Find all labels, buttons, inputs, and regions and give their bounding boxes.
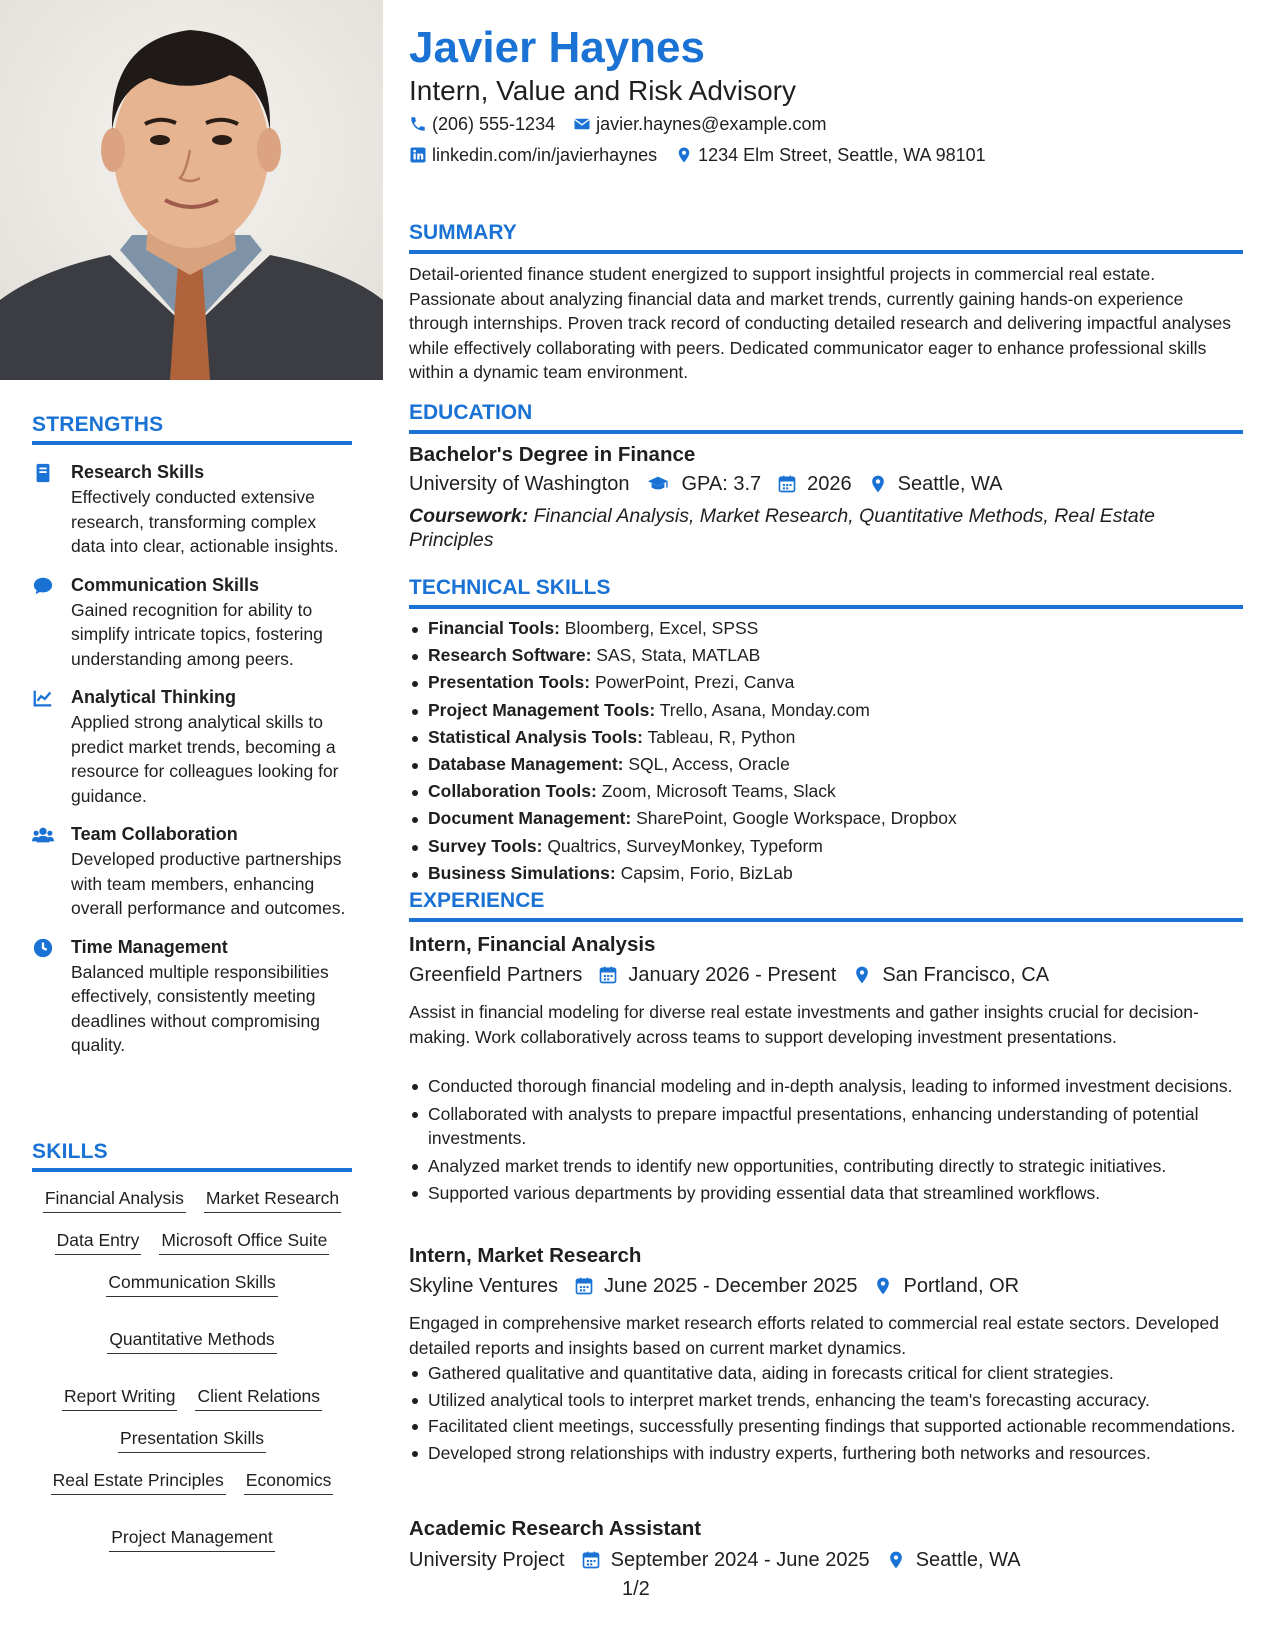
strength-title: Team Collaboration [71, 824, 238, 844]
strength-description: Balanced multiple responsibilities effectively, consistently meeting deadlines without compromising quality. [71, 961, 329, 1055]
list-item: Supported various departments by providing essential data that streamlined workflows. [428, 1181, 1262, 1206]
strength-description: Effectively conducted extensive research, transforming complex data into clear, actionable insights. [71, 487, 339, 556]
list-item [428, 751, 1262, 778]
strengths-list [32, 460, 352, 1072]
skill-tag: Market Research [204, 1186, 341, 1213]
skill-values: Qualtrics, SurveyMonkey, Typeform [547, 835, 823, 856]
strength-title: Time Management [71, 936, 228, 957]
graduation-year: 2026 [807, 473, 852, 495]
job-bullets [409, 1074, 1262, 1206]
envelope-icon [573, 115, 591, 133]
portrait-image [0, 0, 383, 380]
skill-tag: Report Writing [62, 1384, 178, 1411]
list-item [428, 669, 1262, 696]
phone-contact [409, 112, 555, 136]
skill-tag: Quantitative Methods [107, 1327, 276, 1354]
phone-number[interactable]: (206) 555-1234 [432, 114, 556, 134]
experience-heading: EXPERIENCE [409, 888, 1243, 922]
skill-category: Collaboration Tools: [428, 781, 597, 802]
linkedin-url[interactable]: linkedin.com/in/javierhaynes [432, 145, 658, 165]
list-item: Analyzed market trends to identify new opportunities, contributing directly to strategic initiatives. [428, 1154, 1262, 1179]
chat-bubble-icon [32, 575, 54, 597]
summary-text: Detail-oriented finance student energized to support insightful projects in commercial real estate. Passionate about analyzing financial data and market trends, currently gaining hands-on experience through internships. Proven track record of conducting detailed research and delivering impactful analyses while effectively collaborating with peers. Dedicated communicator eager to enhance professional skills within a dynamic team environment. [409, 264, 1231, 382]
job-dates: June 2025 - December 2025 [603, 1275, 858, 1297]
job-title: Intern, Market Research [409, 1244, 642, 1267]
skill-values: SQL, Access, Oracle [628, 754, 790, 775]
strength-item [32, 685, 352, 808]
list-item: Facilitated client meetings, successfully presenting findings that supported actionable recommendations. [428, 1414, 1262, 1439]
location-item [852, 962, 1049, 988]
strength-title: Research Skills [71, 462, 205, 482]
strength-item [32, 460, 352, 559]
strengths-heading: STRENGTHS [32, 413, 352, 445]
location-item [868, 471, 1003, 497]
job-location: Portland, OR [903, 1275, 1020, 1297]
skill-category: Presentation Tools: [428, 672, 591, 693]
skill-category: Project Management Tools: [428, 699, 656, 720]
skill-values: Tableau, R, Python [647, 726, 796, 747]
coursework-label: Coursework: [409, 505, 529, 527]
strength-item [32, 935, 352, 1058]
education-heading: EDUCATION [409, 400, 1243, 434]
skill-tag: Project Management [109, 1525, 274, 1552]
strength-description: Gained recognition for ability to simplify intricate topics, fostering understanding among peers. [71, 599, 323, 669]
email-address[interactable]: javier.haynes@example.com [596, 114, 827, 134]
graduation-cap-icon [645, 473, 671, 495]
summary-heading: SUMMARY [409, 220, 1243, 254]
person-name: Javier Haynes [409, 23, 705, 72]
line-chart-icon [32, 687, 54, 709]
skill-values: PowerPoint, Prezi, Canva [594, 672, 795, 693]
company-name: Greenfield Partners [409, 964, 583, 986]
list-item: Developed strong relationships with industry experts, furthering both networks and resources. [428, 1441, 1262, 1466]
company-name: University Project [409, 1549, 565, 1571]
calendar-icon [598, 965, 618, 985]
coursework [409, 504, 1199, 552]
degree-title: Bachelor's Degree in Finance [409, 443, 696, 466]
list-item: Utilized analytical tools to interpret market trends, enhancing the team's forecasting accuracy. [428, 1388, 1262, 1413]
address-contact [675, 143, 986, 167]
skill-category: Survey Tools: [428, 835, 543, 856]
gpa-item [645, 471, 761, 497]
education-meta [409, 471, 1019, 497]
skill-values: Bloomberg, Excel, SPSS [564, 618, 759, 638]
profile-photo [0, 0, 383, 380]
skill-tag: Economics [244, 1468, 334, 1495]
strength-description: Developed productive partnerships with team members, enhancing overall performance and outcomes. [71, 849, 346, 918]
skill-values: Capsim, Forio, BizLab [620, 862, 793, 883]
job-title: Intern, Value and Risk Advisory [409, 75, 797, 106]
calendar-icon [574, 1276, 594, 1296]
location-pin-icon [873, 1276, 893, 1296]
list-item [428, 697, 1262, 724]
skill-tag: Client Relations [195, 1384, 322, 1411]
calendar-icon [777, 474, 797, 494]
page-number: 1/2 [622, 1578, 650, 1600]
email-contact [573, 112, 826, 136]
list-item: Gathered qualitative and quantitative data, aiding in forecasts critical for client strategies. [428, 1361, 1262, 1386]
year-item [777, 471, 852, 497]
coursework-list: Financial Analysis, Market Research, Quantitative Methods, Real Estate Principles [409, 505, 1156, 551]
school-name: University of Washington [409, 473, 630, 495]
date-item [581, 1547, 870, 1573]
job-location: San Francisco, CA [882, 964, 1050, 986]
job-title: Academic Research Assistant [409, 1517, 702, 1540]
technical-skills-list [409, 615, 1262, 887]
linkedin-icon [409, 146, 427, 164]
skill-tag: Real Estate Principles [51, 1468, 226, 1495]
contact-row-2 [409, 143, 1004, 167]
skill-category: Business Simulations: [428, 862, 616, 883]
job-meta [409, 1273, 1035, 1299]
clock-icon [32, 937, 54, 959]
location-pin-icon [886, 1550, 906, 1570]
skill-values: SAS, Stata, MATLAB [596, 645, 761, 666]
skill-values: Zoom, Microsoft Teams, Slack [601, 781, 836, 802]
book-icon [32, 462, 54, 484]
skills-list [28, 1186, 356, 1552]
job-dates: January 2026 - Present [628, 964, 837, 986]
list-item [428, 724, 1262, 751]
skills-heading: SKILLS [32, 1140, 352, 1172]
list-item [428, 833, 1262, 860]
job-bullets [409, 1361, 1262, 1465]
skill-category: Statistical Analysis Tools: [428, 726, 643, 747]
location-pin-icon [675, 146, 693, 164]
job-location: Seattle, WA [915, 1549, 1021, 1571]
list-item [428, 805, 1262, 832]
skill-category: Database Management: [428, 754, 624, 775]
skill-tag: Data Entry [55, 1228, 142, 1255]
job-description: Engaged in comprehensive market research efforts related to commercial real estate sectors. Developed detailed reports and insights based on current market dynamics. [409, 1313, 1219, 1358]
list-item: Collaborated with analysts to prepare impactful presentations, enhancing understanding of potential investments. [428, 1102, 1262, 1151]
location-pin-icon [852, 965, 872, 985]
technical-skills-heading: TECHNICAL SKILLS [409, 575, 1243, 609]
street-address: 1234 Elm Street, Seattle, WA 98101 [698, 145, 986, 165]
skill-tag: Presentation Skills [118, 1426, 266, 1453]
school-location: Seattle, WA [897, 473, 1003, 495]
left-column [0, 0, 383, 1650]
strength-title: Analytical Thinking [71, 687, 237, 707]
list-item: Conducted thorough financial modeling and in-depth analysis, leading to informed investment decisions. [428, 1074, 1262, 1099]
job-description: Assist in financial modeling for diverse real estate investments and gather insights crucial for decision-making. Work collaboratively across teams to support developing investment presentations. [409, 1002, 1199, 1047]
job-dates: September 2024 - June 2025 [610, 1549, 870, 1571]
skill-tag: Financial Analysis [43, 1186, 186, 1213]
job-meta [409, 1547, 1037, 1573]
company-name: Skyline Ventures [409, 1275, 558, 1297]
gpa-value: GPA: 3.7 [681, 473, 762, 495]
location-pin-icon [868, 474, 888, 494]
job-title: Intern, Financial Analysis [409, 933, 656, 956]
strength-item [32, 822, 352, 921]
date-item [598, 962, 836, 988]
date-item [574, 1273, 858, 1299]
list-item [428, 615, 1262, 642]
job-meta [409, 962, 1065, 988]
strength-item [32, 573, 352, 672]
skill-values: SharePoint, Google Workspace, Dropbox [636, 808, 957, 829]
skill-values: Trello, Asana, Monday.com [659, 699, 870, 720]
contact-row-1 [409, 112, 844, 136]
location-item [873, 1273, 1019, 1299]
skill-category: Financial Tools: [428, 618, 560, 638]
calendar-icon [581, 1550, 601, 1570]
list-item [428, 860, 1262, 887]
strength-title: Communication Skills [71, 574, 260, 595]
phone-icon [409, 115, 427, 133]
strength-description: Applied strong analytical skills to predict market trends, becoming a resource for colleagues looking for guidance. [71, 712, 339, 806]
list-item [428, 642, 1262, 669]
list-item [428, 778, 1262, 805]
skill-tag: Microsoft Office Suite [159, 1228, 329, 1255]
skill-category: Research Software: [428, 645, 592, 666]
skill-tag: Communication Skills [106, 1270, 277, 1297]
skill-category: Document Management: [428, 808, 632, 829]
linkedin-contact [409, 143, 657, 167]
users-icon [32, 824, 54, 846]
location-item [886, 1547, 1021, 1573]
